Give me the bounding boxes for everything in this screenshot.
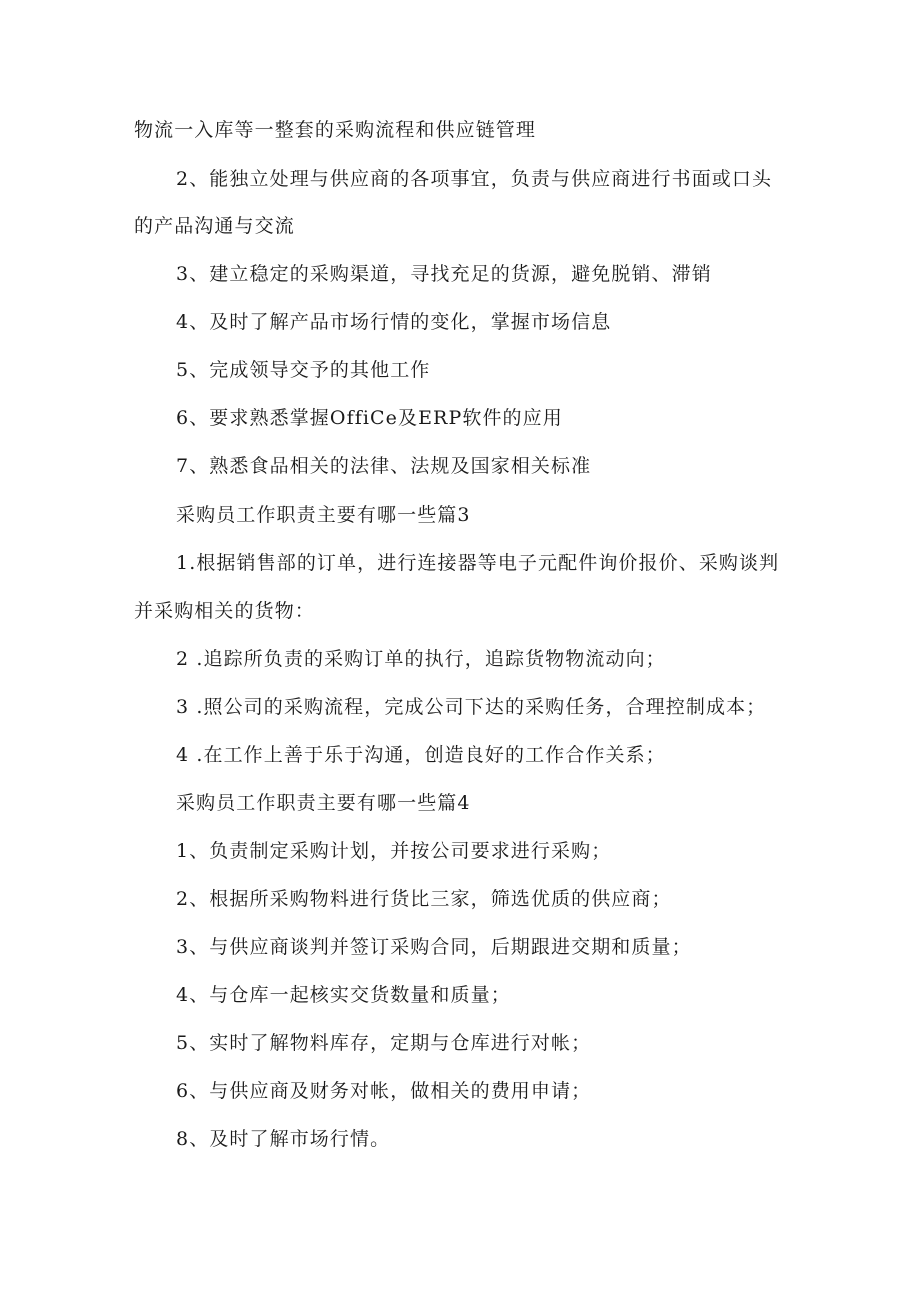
text-line: 并采购相关的货物： (134, 600, 315, 622)
list-item: 5、实时了解物料库存，定期与仓库进行对帐； (176, 1032, 592, 1054)
list-item: 3、建立稳定的采购渠道，寻找充足的货源，避免脱销、滞销 (176, 263, 712, 285)
list-item: 4、与仓库一起核实交货数量和质量； (176, 984, 511, 1006)
list-item: 2、能独立处理与供应商的各项事宜，负责与供应商进行书面或口头 (176, 168, 773, 190)
text-line: 的产品沟通与交流 (134, 215, 295, 237)
list-item: 2 .追踪所负责的采购订单的执行，追踪货物物流动向； (176, 648, 666, 670)
list-item: 4、及时了解产品市场行情的变化，掌握市场信息 (176, 311, 612, 333)
text-line: 物流一入库等一整套的采购流程和供应链管理 (134, 119, 537, 141)
list-item: 3 .照公司的采购流程，完成公司下达的采购任务，合理控制成本； (176, 696, 767, 718)
list-item: 1、负责制定采购计划，并按公司要求进行采购； (176, 840, 612, 862)
list-item: 6、与供应商及财务对帐，做相关的费用申请； (176, 1080, 592, 1102)
list-item: 4 .在工作上善于乐于沟通，创造良好的工作合作关系； (176, 744, 666, 766)
list-item: 8、及时了解市场行情。 (176, 1128, 391, 1150)
list-item: 1.根据销售部的订单，进行连接器等电子元配件询价报价、采购谈判 (176, 552, 780, 574)
section-heading: 采购员工作职责主要有哪一些篇4 (176, 792, 471, 814)
list-item: 6、要求熟悉掌握OffiCe及ERP软件的应用 (176, 407, 563, 429)
list-item: 7、熟悉食品相关的法律、法规及国家相关标准 (176, 455, 592, 477)
section-heading: 采购员工作职责主要有哪一些篇3 (176, 504, 471, 526)
list-item: 5、完成领导交予的其他工作 (176, 359, 431, 381)
list-item: 2、根据所采购物料进行货比三家，筛选优质的供应商； (176, 888, 672, 910)
list-item: 3、与供应商谈判并签订采购合同，后期跟进交期和质量； (176, 936, 692, 958)
